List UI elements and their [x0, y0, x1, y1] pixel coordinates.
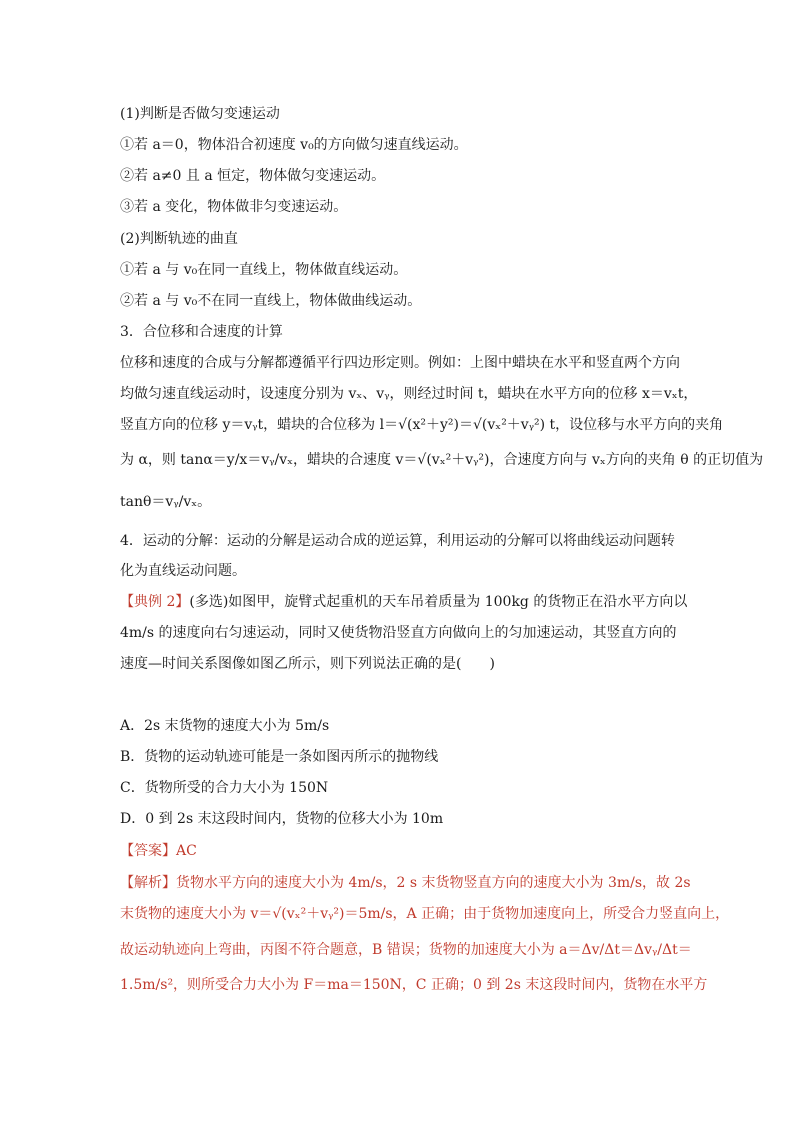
text-line: ①若 a 与 v₀在同一直线上，物体做直线运动。 — [120, 262, 408, 278]
section-heading-4: 4．运动的分解：运动的分解是运动合成的逆运算，利用运动的分解可以将曲线运动问题转 — [120, 533, 675, 549]
text-line: 化为直线运动问题。 — [120, 563, 246, 579]
example-line — [120, 592, 687, 612]
option-d: D．0 到 2s 末这段时间内，货物的位移大小为 10m — [120, 811, 444, 827]
text-line: 位移和速度的合成与分解都遵循平行四边形定则。例如：上图中蜡块在水平和竖直两个方向 — [120, 355, 680, 371]
analysis-tag: 【解析】 — [120, 875, 176, 891]
answer-line — [120, 841, 197, 861]
text-line: ①若 a＝0，物体沿合初速度 v₀的方向做匀速直线运动。 — [120, 137, 468, 153]
text-line: ②若 a 与 v₀不在同一直线上，物体做曲线运动。 — [120, 293, 422, 309]
answer-value: AC — [176, 843, 197, 859]
option-c: C．货物所受的合力大小为 150N — [120, 780, 329, 796]
analysis-line: 1.5m/s²，则所受合力大小为 F＝ma＝150N，C 正确；0 到 2s 末这段时间内，货物在水平方 — [120, 977, 708, 993]
analysis-text: 货物水平方向的速度大小为 4m/s，2 s 末货物竖直方向的速度大小为 3m/s，故 2s — [176, 875, 691, 891]
option-a: A．2s 末货物的速度大小为 5m/s — [120, 718, 330, 734]
example-line: 速度—时间关系图像如图乙所示，则下列说法正确的是( ) — [120, 656, 495, 672]
example-tag: 【典例 2】 — [120, 594, 190, 610]
text-line: 均做匀速直线运动时，设速度分别为 vₓ、vᵧ，则经过时间 t，蜡块在水平方向的位移 x＝vₓt， — [120, 386, 698, 402]
option-b: B．货物的运动轨迹可能是一条如图丙所示的抛物线 — [120, 749, 439, 765]
text-line: 为 α，则 tanα＝y/x＝vᵧ/vₓ，蜡块的合速度 v＝√(vₓ²＋vᵧ²)，合速度方向与 vₓ方向的夹角 θ 的正切值为 — [120, 452, 764, 468]
text-line: tanθ＝vᵧ/vₓ。 — [120, 494, 212, 510]
section-heading-3: 3．合位移和合速度的计算 — [120, 324, 283, 340]
heading-judge-trajectory: (2)判断轨迹的曲直 — [120, 231, 238, 247]
answer-tag: 【答案】 — [120, 843, 176, 859]
example-line: 4m/s 的速度向右匀速运动，同时又使货物沿竖直方向做向上的匀加速运动，其竖直方向的 — [120, 625, 677, 641]
analysis-line: 末货物的速度大小为 v＝√(vₓ²＋vᵧ²)＝5m/s，A 正确；由于货物加速度向上，所受合力竖直向上， — [120, 906, 730, 922]
analysis-line — [120, 873, 691, 893]
text-line: 竖直方向的位移 y＝vᵧt，蜡块的合位移为 l＝√(x²＋y²)＝√(vₓ²＋vᵧ²) t，设位移与水平方向的夹角 — [120, 417, 724, 433]
example-text: (多选)如图甲，旋臂式起重机的天车吊着质量为 100kg 的货物正在沿水平方向以 — [189, 594, 688, 610]
analysis-line: 故运动轨迹向上弯曲，丙图不符合题意，B 错误；货物的加速度大小为 a＝Δv/Δt＝Δvᵧ/Δt＝ — [120, 942, 692, 958]
text-line: ②若 a≠0 且 a 恒定，物体做匀变速运动。 — [120, 168, 386, 184]
text-line: ③若 a 变化，物体做非匀变速运动。 — [120, 199, 348, 215]
heading-judge-uniform: (1)判断是否做匀变速运动 — [120, 106, 280, 122]
